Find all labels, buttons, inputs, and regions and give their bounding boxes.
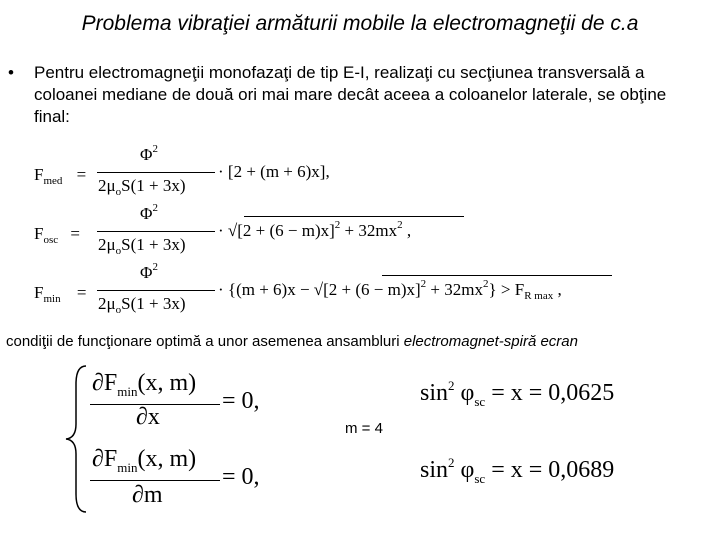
system-row2-fraction-bar [90, 480, 220, 481]
m-value: m = 4 [345, 420, 383, 437]
fmin-rhs: · $\{(m + 6)x - √[2 + (6 - m)x]^2 + 32mx^2\} > F_{R max}$ , [218, 278, 562, 302]
fmed-denominator: $2\mu_oS(1 + 3x)$ [98, 176, 186, 198]
system-row1-rhs: = 0, [222, 388, 260, 414]
fmed-fraction-bar [97, 172, 215, 173]
fosc-denominator: $2\mu_oS(1 + 3x)$ [98, 235, 186, 257]
conditions-text: condiţii de funcţionare optimă a unor asemenea ansambluri electromagnet-spiră ecran [6, 333, 578, 350]
equation-fmin: $F_{min}$ = [34, 283, 87, 305]
fmin-denominator: $2\mu_oS(1 + 3x)$ [98, 294, 186, 316]
fmed-numerator: $\Phi^2$ [140, 143, 158, 164]
fosc-numerator: $\Phi^2$ [140, 202, 158, 223]
result-sin-0625: $\sin^2 \varphi_{sc} = x = 0,0625$ [420, 378, 615, 409]
fmin-sqrt-bar [382, 275, 612, 276]
system-brace-icon [62, 364, 92, 514]
system-row2-rhs: = 0, [222, 464, 260, 490]
equation-fmed: $F_{med}$ = [34, 165, 87, 187]
system-row1-denominator: ∂x [136, 404, 160, 430]
bullet-icon: • [8, 63, 14, 82]
fosc-sqrt-bar [244, 216, 464, 217]
bullet-text: Pentru electromagneţii monofazaţi de tip E-I, realizaţi cu secţiunea transversală a coloanei mediane de două ori mai mare decât aceea a coloanelor laterale, se obţine final: [34, 63, 667, 126]
system-row2-numerator: $\partial F_{min}(x$, m) [92, 446, 197, 475]
fosc-fraction-bar [97, 231, 215, 232]
system-row1-numerator: $\partial F_{min}(x$, m) [92, 370, 197, 399]
slide-title: Problema vibraţiei armăturii mobile la electromagneţii de c.a [81, 12, 639, 35]
result-sin-0689: $\sin^2 \varphi_{sc} = x = 0,0689$ [420, 455, 615, 486]
fmed-rhs: · [2 + (m + 6)x], [218, 162, 330, 181]
fmin-fraction-bar [97, 290, 215, 291]
fmin-numerator: $\Phi^2$ [140, 261, 158, 282]
system-row2-denominator: ∂m [132, 482, 163, 508]
equation-fosc: $F_{osc}$ = [34, 224, 80, 246]
fosc-rhs: · $√[2 + (6 - m)x]^2 + 32mx^2$ , [218, 219, 412, 240]
